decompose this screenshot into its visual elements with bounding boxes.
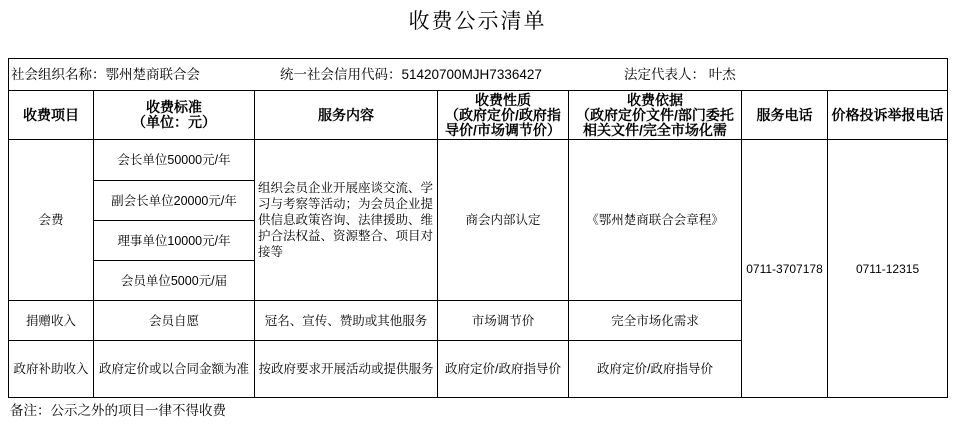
header-row	[9, 91, 948, 140]
fee-item-cell: 政府补助收入	[9, 341, 94, 398]
credit-code: 统一社会信用代码：51420700MJH7336427	[280, 66, 542, 82]
fee-standard-cell: 会员自愿	[94, 301, 255, 341]
header-fee-item: 收费项目	[9, 91, 94, 140]
fee-standard-cell: 政府定价或以合同金额为准	[94, 341, 255, 398]
header-service-phone: 服务电话	[742, 91, 828, 140]
header-service-content: 服务内容	[255, 91, 438, 140]
header-fee-standard	[94, 91, 255, 140]
header-fee-basis-line: 收费依据	[627, 91, 683, 108]
fee-item-cell: 会费	[9, 140, 94, 301]
fee-standard-cell: 会长单位50000元/年	[94, 140, 255, 181]
fee-basis-cell: 完全市场化需求	[569, 301, 742, 341]
fee-standard-cell: 副会长单位20000元/年	[94, 181, 255, 221]
org-info-row	[9, 59, 948, 91]
service-phone-cell: 0711-3707178	[742, 140, 828, 398]
service-content-cell: 按政府要求开展活动或提供服务	[255, 341, 438, 398]
service-content-cell: 组织会员企业开展座谈交流、学习与考察等活动；为会员企业提供信息政策咨询、法律援助、维护合法权益、资源整合、项目对接等	[255, 140, 438, 301]
complaint-phone-cell: 0711-12315	[828, 140, 948, 398]
header-fee-basis-line: 相关文件/完全市场化需	[583, 121, 727, 138]
page-title: 收费公示清单	[408, 10, 547, 33]
fee-nature-cell: 政府定价/政府指导价	[438, 341, 569, 398]
header-complaint-phone: 价格投诉举报电话	[828, 91, 948, 140]
org-info-cell	[9, 59, 948, 91]
header-fee-basis-line: （政府定价文件/部门委托	[576, 106, 734, 123]
header-fee-nature-line: 导价/市场调节价）	[445, 121, 561, 138]
header-fee-nature	[438, 91, 569, 140]
org-name: 社会组织名称：鄂州楚商联合会	[11, 66, 200, 82]
fee-basis-cell: 政府定价/政府指导价	[569, 341, 742, 398]
fee-basis-cell: 《鄂州楚商联合会章程》	[569, 140, 742, 301]
service-content-cell: 冠名、宣传、赞助或其他服务	[255, 301, 438, 341]
header-fee-standard-line: 收费标准	[146, 99, 202, 115]
fee-nature-cell: 商会内部认定	[438, 140, 569, 301]
fee-nature-cell: 市场调节价	[438, 301, 569, 341]
header-fee-nature-line: 收费性质	[475, 91, 531, 108]
fee-standard-cell: 理事单位10000元/年	[94, 221, 255, 261]
table-row	[9, 140, 948, 181]
fee-standard-cell: 会员单位5000元/届	[94, 261, 255, 301]
header-fee-standard-unit: （单位：元）	[132, 114, 216, 130]
footnote: 备注：公示之外的项目一律不得收费	[10, 403, 226, 418]
header-fee-nature-line: （政府定价/政府指	[445, 106, 561, 123]
fee-item-cell: 捐赠收入	[9, 301, 94, 341]
header-fee-basis	[569, 91, 742, 140]
legal-representative: 法定代表人： 叶杰	[624, 66, 736, 82]
fee-table	[8, 58, 948, 398]
